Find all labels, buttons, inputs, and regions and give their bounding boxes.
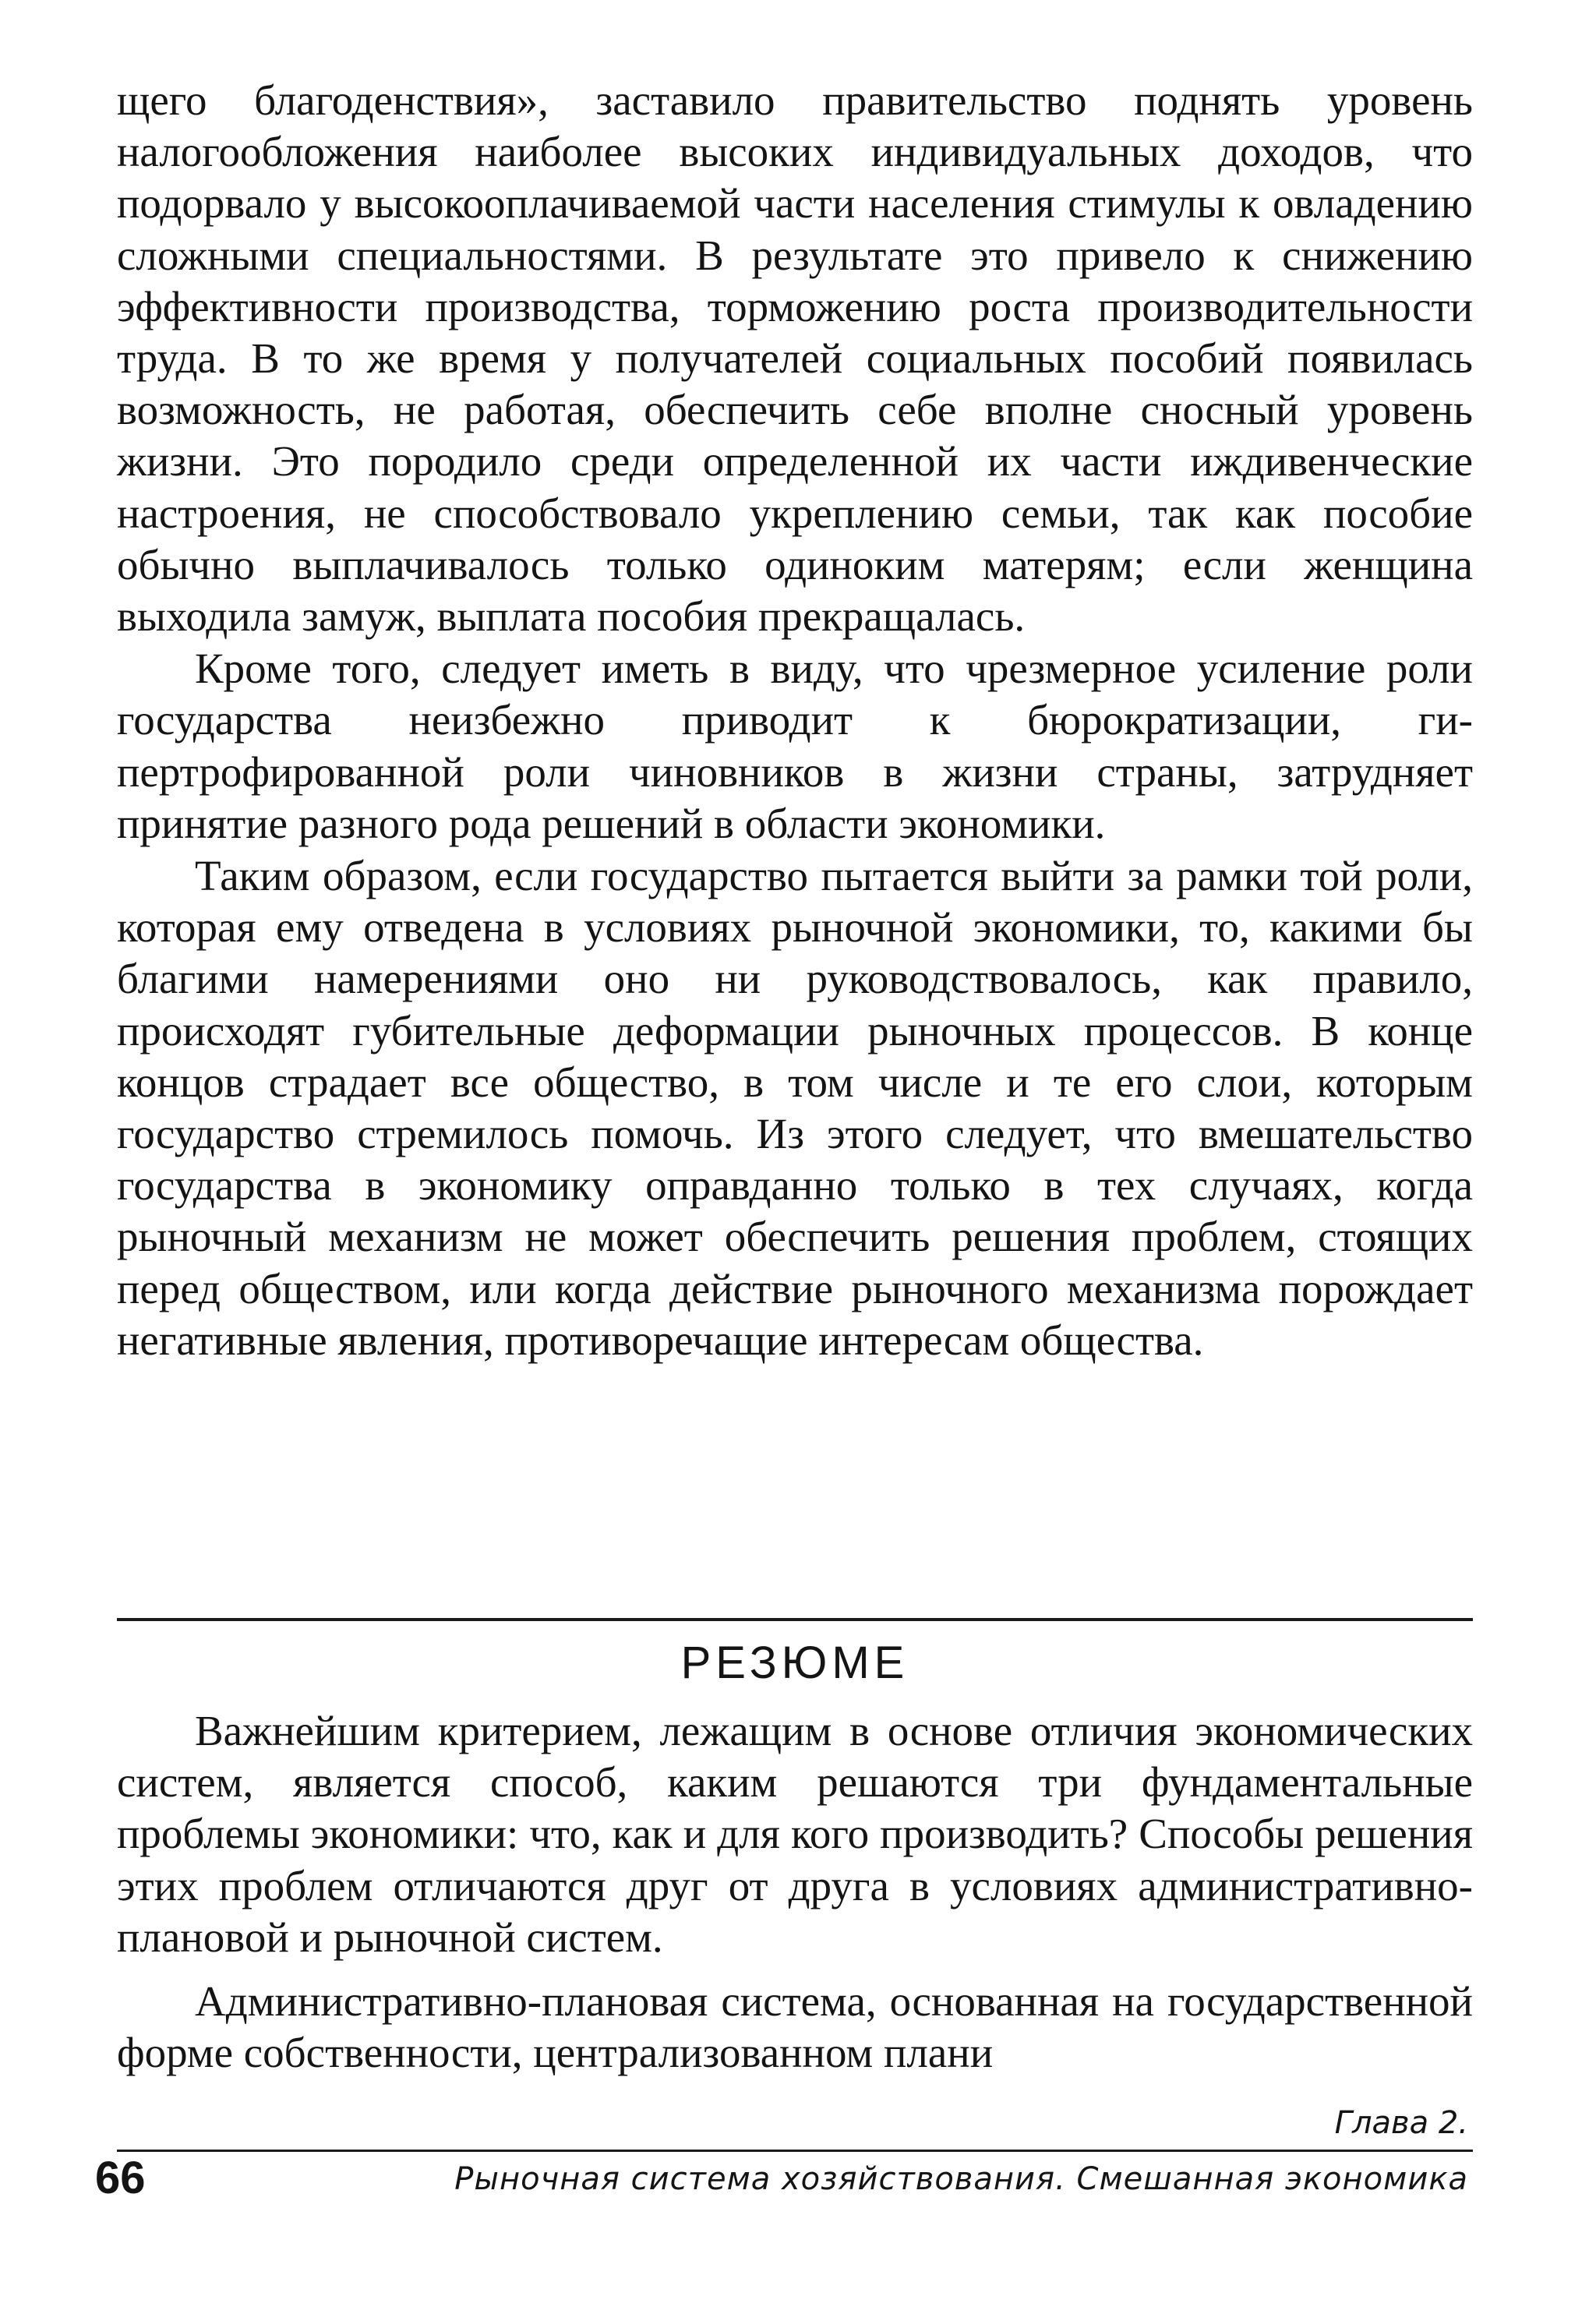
section-heading: РЕЗЮМЕ [680,1637,909,1688]
summary-paragraph-2: Административно-плановая система, основанная на государственной форме собственности, централизованном плани [117,1977,1473,2077]
body-paragraph-3: Таким образом, если государство пытается выйти за рамки той роли, которая ему отведена в условиях рыночной экономики, то, какими бы благими намерениями оно ни руководствовалось, как правило, происходят губительные деформации рыночных процессов. В конце концов страдает все общество, в том числе и те его слои, которым государство стремилось помочь. Из этого следует, что вмешательство государства в экономику оправданно только в тех случаях, когда рыночный механизм не может обеспечить решения проблем, стоящих перед обществом, или когда действие рыночного механизма порождает негативные явления, противоречащие интересам общества. [117,852,1473,1364]
body-text [117,75,1473,1366]
body-paragraph-1: щего благоденствия», заставило правительство поднять уровень налогообложения наиболее высоких индивидуальных доходов, что подорвало у высокооплачиваемой части населения стимулы к овладению сложными специальностями. В результате это привело к снижению эффективности производства, торможению роста производительности труда. В то же время у получателей социальных пособий появилась возможность, не работая, обеспечить себе вполне сносный уровень жизни. Это породило среди определенной их части иждивенческие настроения, не способствовало укреплению семьи, так как пособие обычно выплачивалось только одиноким матерям; если женщина выходила замуж, выплата пособия прекращалась. [117,76,1473,641]
footer-chapter-label: Глава 2. [1334,2105,1468,2141]
body-paragraph-2: Кроме того, следует иметь в виду, что чрезмерное усиление роли государства неизбежно приводит к бюрократизации, гипертрофированной роли чиновников в жизни страны, затрудняет принятие разного рода решений в области экономики. [117,645,1473,847]
summary-paragraph-1: Важнейшим критерием, лежащим в основе отличия экономических систем, является способ, каким решаются три фундаментальные проблемы экономики: что, как и для кого производить? Способы решения этих проблем отличаются друг от друга в условиях административно-плановой и рыночной систем. [117,1707,1473,1961]
summary-section [117,1705,1473,2079]
page-number: 66 [95,2153,146,2203]
footer-divider [117,2150,1473,2152]
page-body [117,75,1473,1366]
footer-chapter-title: Рыночная система хозяйствования. Смешанная экономика [454,2161,1468,2197]
section-divider [117,1618,1473,1621]
